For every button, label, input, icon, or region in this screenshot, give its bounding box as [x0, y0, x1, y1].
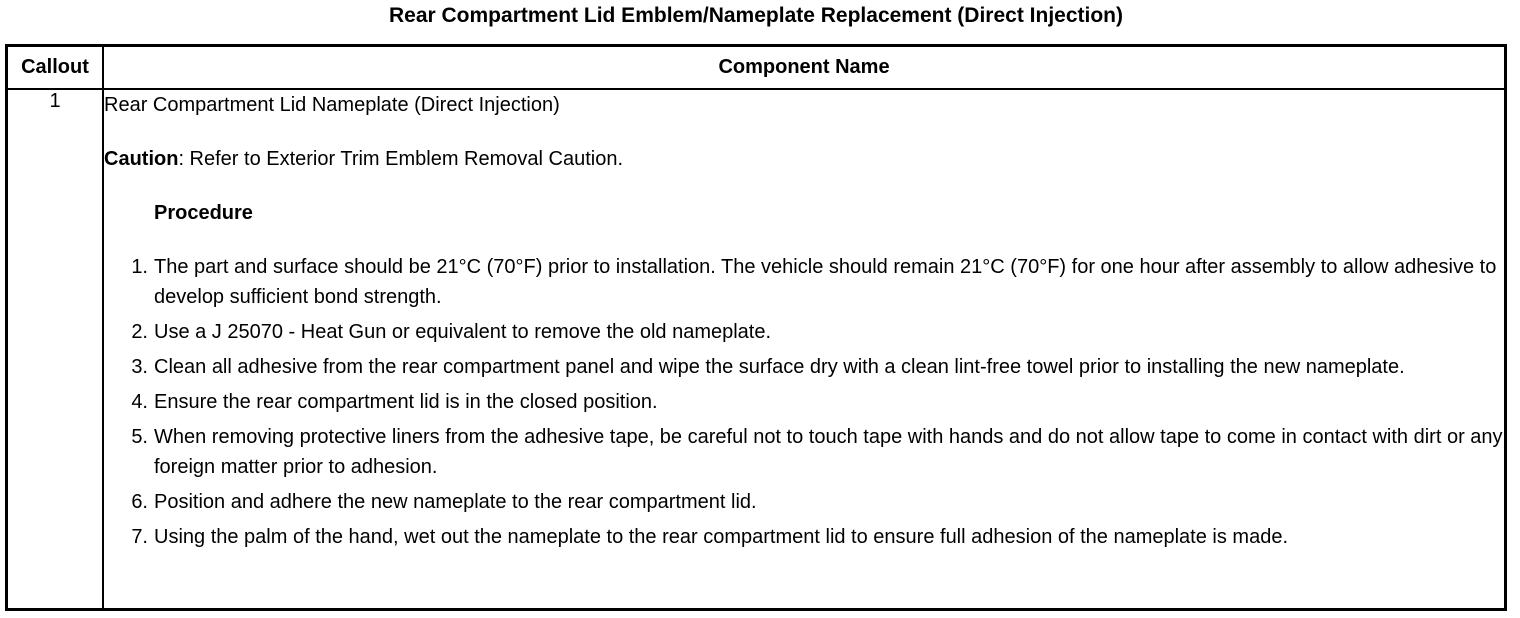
step-text: The part and surface should be 21°C (70°F) prior to installation. The vehicle should remain 21°C (70°F) for one hour after assembly to allow adhesive to develop sufficient bond strength.	[154, 256, 1497, 308]
table-header-row	[7, 46, 1506, 90]
component-name: Rear Compartment Lid Nameplate (Direct Injection)	[104, 94, 560, 116]
table-row	[7, 89, 1506, 610]
step-number: 7.	[131, 526, 148, 548]
procedure-step	[104, 352, 1504, 382]
step-text: When removing protective liners from the adhesive tape, be careful not to touch tape with hands and do not allow tape to come in contact with dirt or any foreign matter prior to adhesion.	[154, 426, 1503, 478]
procedure-step	[104, 487, 1504, 517]
caution-note	[104, 144, 1504, 174]
step-number: 1.	[131, 256, 148, 278]
step-text: Using the palm of the hand, wet out the nameplate to the rear compartment lid to ensure full adhesion of the nameplate is made.	[154, 526, 1289, 548]
step-text: Position and adhere the new nameplate to the rear compartment lid.	[154, 491, 757, 513]
document-title: Rear Compartment Lid Emblem/Nameplate Replacement (Direct Injection)	[388, 4, 1123, 27]
procedure-step	[104, 387, 1504, 417]
step-number: 3.	[131, 356, 148, 378]
step-text: Ensure the rear compartment lid is in the closed position.	[154, 391, 658, 413]
step-text: Clean all adhesive from the rear compartment panel and wipe the surface dry with a clean lint-free towel prior to installing the new nameplate.	[154, 356, 1405, 378]
step-text: Use a J 25070 - Heat Gun or equivalent to remove the old nameplate.	[154, 321, 772, 343]
procedure-steps	[104, 252, 1504, 552]
procedure-step	[104, 422, 1504, 482]
step-number: 4.	[131, 391, 148, 413]
step-number: 2.	[131, 321, 148, 343]
component-cell	[103, 89, 1506, 610]
step-number: 6.	[131, 491, 148, 513]
component-name-column-header: Component Name	[103, 46, 1506, 90]
step-number: 5.	[131, 426, 148, 448]
procedure-heading: Procedure	[154, 202, 253, 224]
procedure-step	[104, 252, 1504, 312]
procedure-step	[104, 522, 1504, 552]
callout-column-header: Callout	[7, 46, 104, 90]
callout-number: 1	[7, 89, 104, 610]
caution-text: : Refer to Exterior Trim Emblem Removal Caution.	[178, 148, 624, 170]
procedure-table	[5, 44, 1507, 611]
procedure-step	[104, 317, 1504, 347]
caution-label: Caution	[104, 148, 179, 170]
